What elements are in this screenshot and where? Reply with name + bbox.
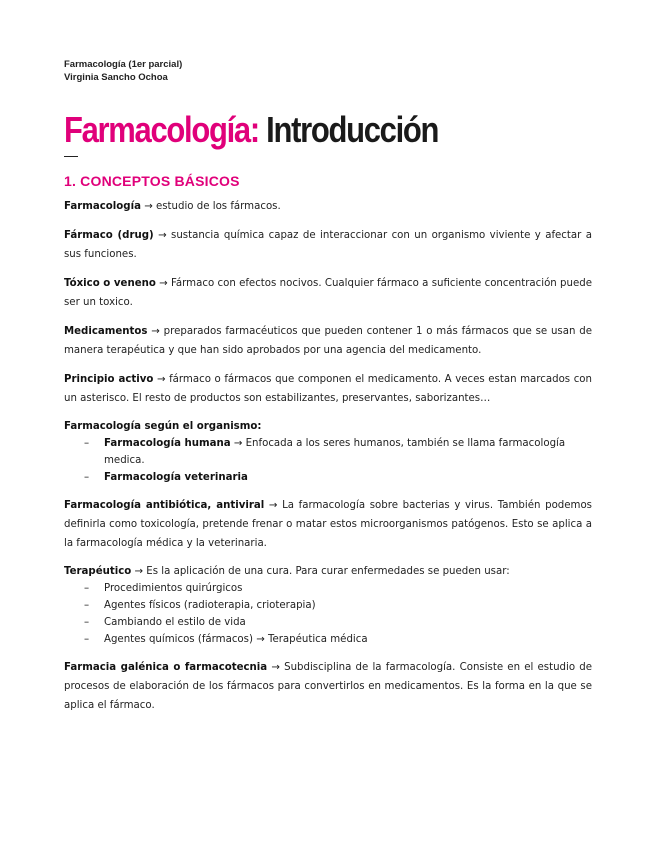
author-header: Virginia Sancho Ochoa: [64, 72, 168, 83]
title-part1: Farmacología:: [64, 109, 259, 150]
list-item: [64, 631, 592, 648]
dash: –: [84, 634, 90, 645]
definition-galenica: [64, 658, 592, 715]
definition-text: → La farmacología sobre bacterias y virus. También podemos definirla como toxicología, pretende frenar o matar estos microorganismos patógenos. Esto se aplica a la farmacología médica y la veterinaria.: [64, 500, 592, 549]
definition-text: → estudio de los fármacos.: [140, 201, 281, 212]
dash: –: [84, 600, 90, 611]
item-text: Agentes físicos (radioterapia, crioterapia): [104, 600, 316, 611]
item-text: Procedimientos quirúrgicos: [104, 583, 243, 594]
term: Farmacología antibiótica, antiviral: [64, 500, 265, 511]
list-item: [64, 597, 592, 614]
heading-text: Farmacología según el organismo:: [64, 421, 262, 432]
term: Farmacia galénica o farmacotecnia: [64, 662, 268, 673]
page-title: [64, 108, 518, 152]
definition-medicamentos: [64, 322, 592, 360]
definition-text: → fármaco o fármacos que componen el medicamento. A veces estan marcados con un asterisco. El resto de productos son estabilizantes, preservantes, saborizantes…: [64, 374, 592, 404]
item-text: Agentes químicos (fármacos) → Terapéutica médica: [104, 634, 368, 645]
dash: –: [84, 438, 90, 449]
term: Fármaco (drug): [64, 230, 154, 241]
term: Farmacología humana: [104, 438, 231, 449]
terapeutico-list: [64, 580, 592, 648]
definition-toxico: [64, 274, 592, 312]
item-text: → Enfocada a los seres humanos, también se llama farmacología medica.: [104, 438, 566, 466]
definition-text: → Es la aplicación de una cura. Para curar enfermedades se pueden usar:: [131, 566, 510, 577]
term: Farmacología veterinaria: [104, 472, 248, 483]
dash: –: [84, 583, 90, 594]
title-part2: Introducción: [266, 109, 439, 150]
definition-text: → preparados farmacéuticos que pueden contener 1 o más fármacos que se usan de manera terapéutica y que han sido aprobados por una agencia del medicamento.: [64, 326, 592, 356]
list-item: [64, 435, 592, 469]
dash: –: [84, 617, 90, 628]
definition-text: → sustancia química capaz de interaccionar con un organismo viviente y afectar a sus funciones.: [64, 230, 592, 260]
list-item: [64, 469, 592, 486]
term: Principio activo: [64, 374, 154, 385]
definition-text: → Subdisciplina de la farmacología. Consiste en el estudio de procesos de elaboración de los fármacos para convertirlos en medicamentos. Es la forma en la que se aplica el fármaco.: [64, 662, 592, 711]
course-header: Farmacología (1er parcial): [64, 59, 183, 70]
list-item: [64, 580, 592, 597]
term: Terapéutico: [64, 566, 132, 577]
definition-terapeutico: [64, 563, 592, 580]
definition-text: → Fármaco con efectos nocivos. Cualquier fármaco a suficiente concentración puede ser un toxico.: [64, 278, 592, 308]
term: Tóxico o veneno: [64, 278, 156, 289]
definition-antibiotica: [64, 496, 592, 553]
list-item: [64, 614, 592, 631]
title-rule: [64, 156, 78, 157]
document-page: [64, 58, 592, 715]
definition-farmacologia: [64, 197, 592, 216]
organismo-list: [64, 435, 592, 486]
dash: –: [84, 472, 90, 483]
term: Farmacología: [64, 201, 141, 212]
organismo-heading: [64, 418, 592, 435]
item-text: Cambiando el estilo de vida: [104, 617, 246, 628]
term: Medicamentos: [64, 326, 148, 337]
section-heading: 1. CONCEPTOS BÁSICOS: [64, 173, 240, 189]
definition-principio-activo: [64, 370, 592, 408]
definition-farmaco: [64, 226, 592, 264]
